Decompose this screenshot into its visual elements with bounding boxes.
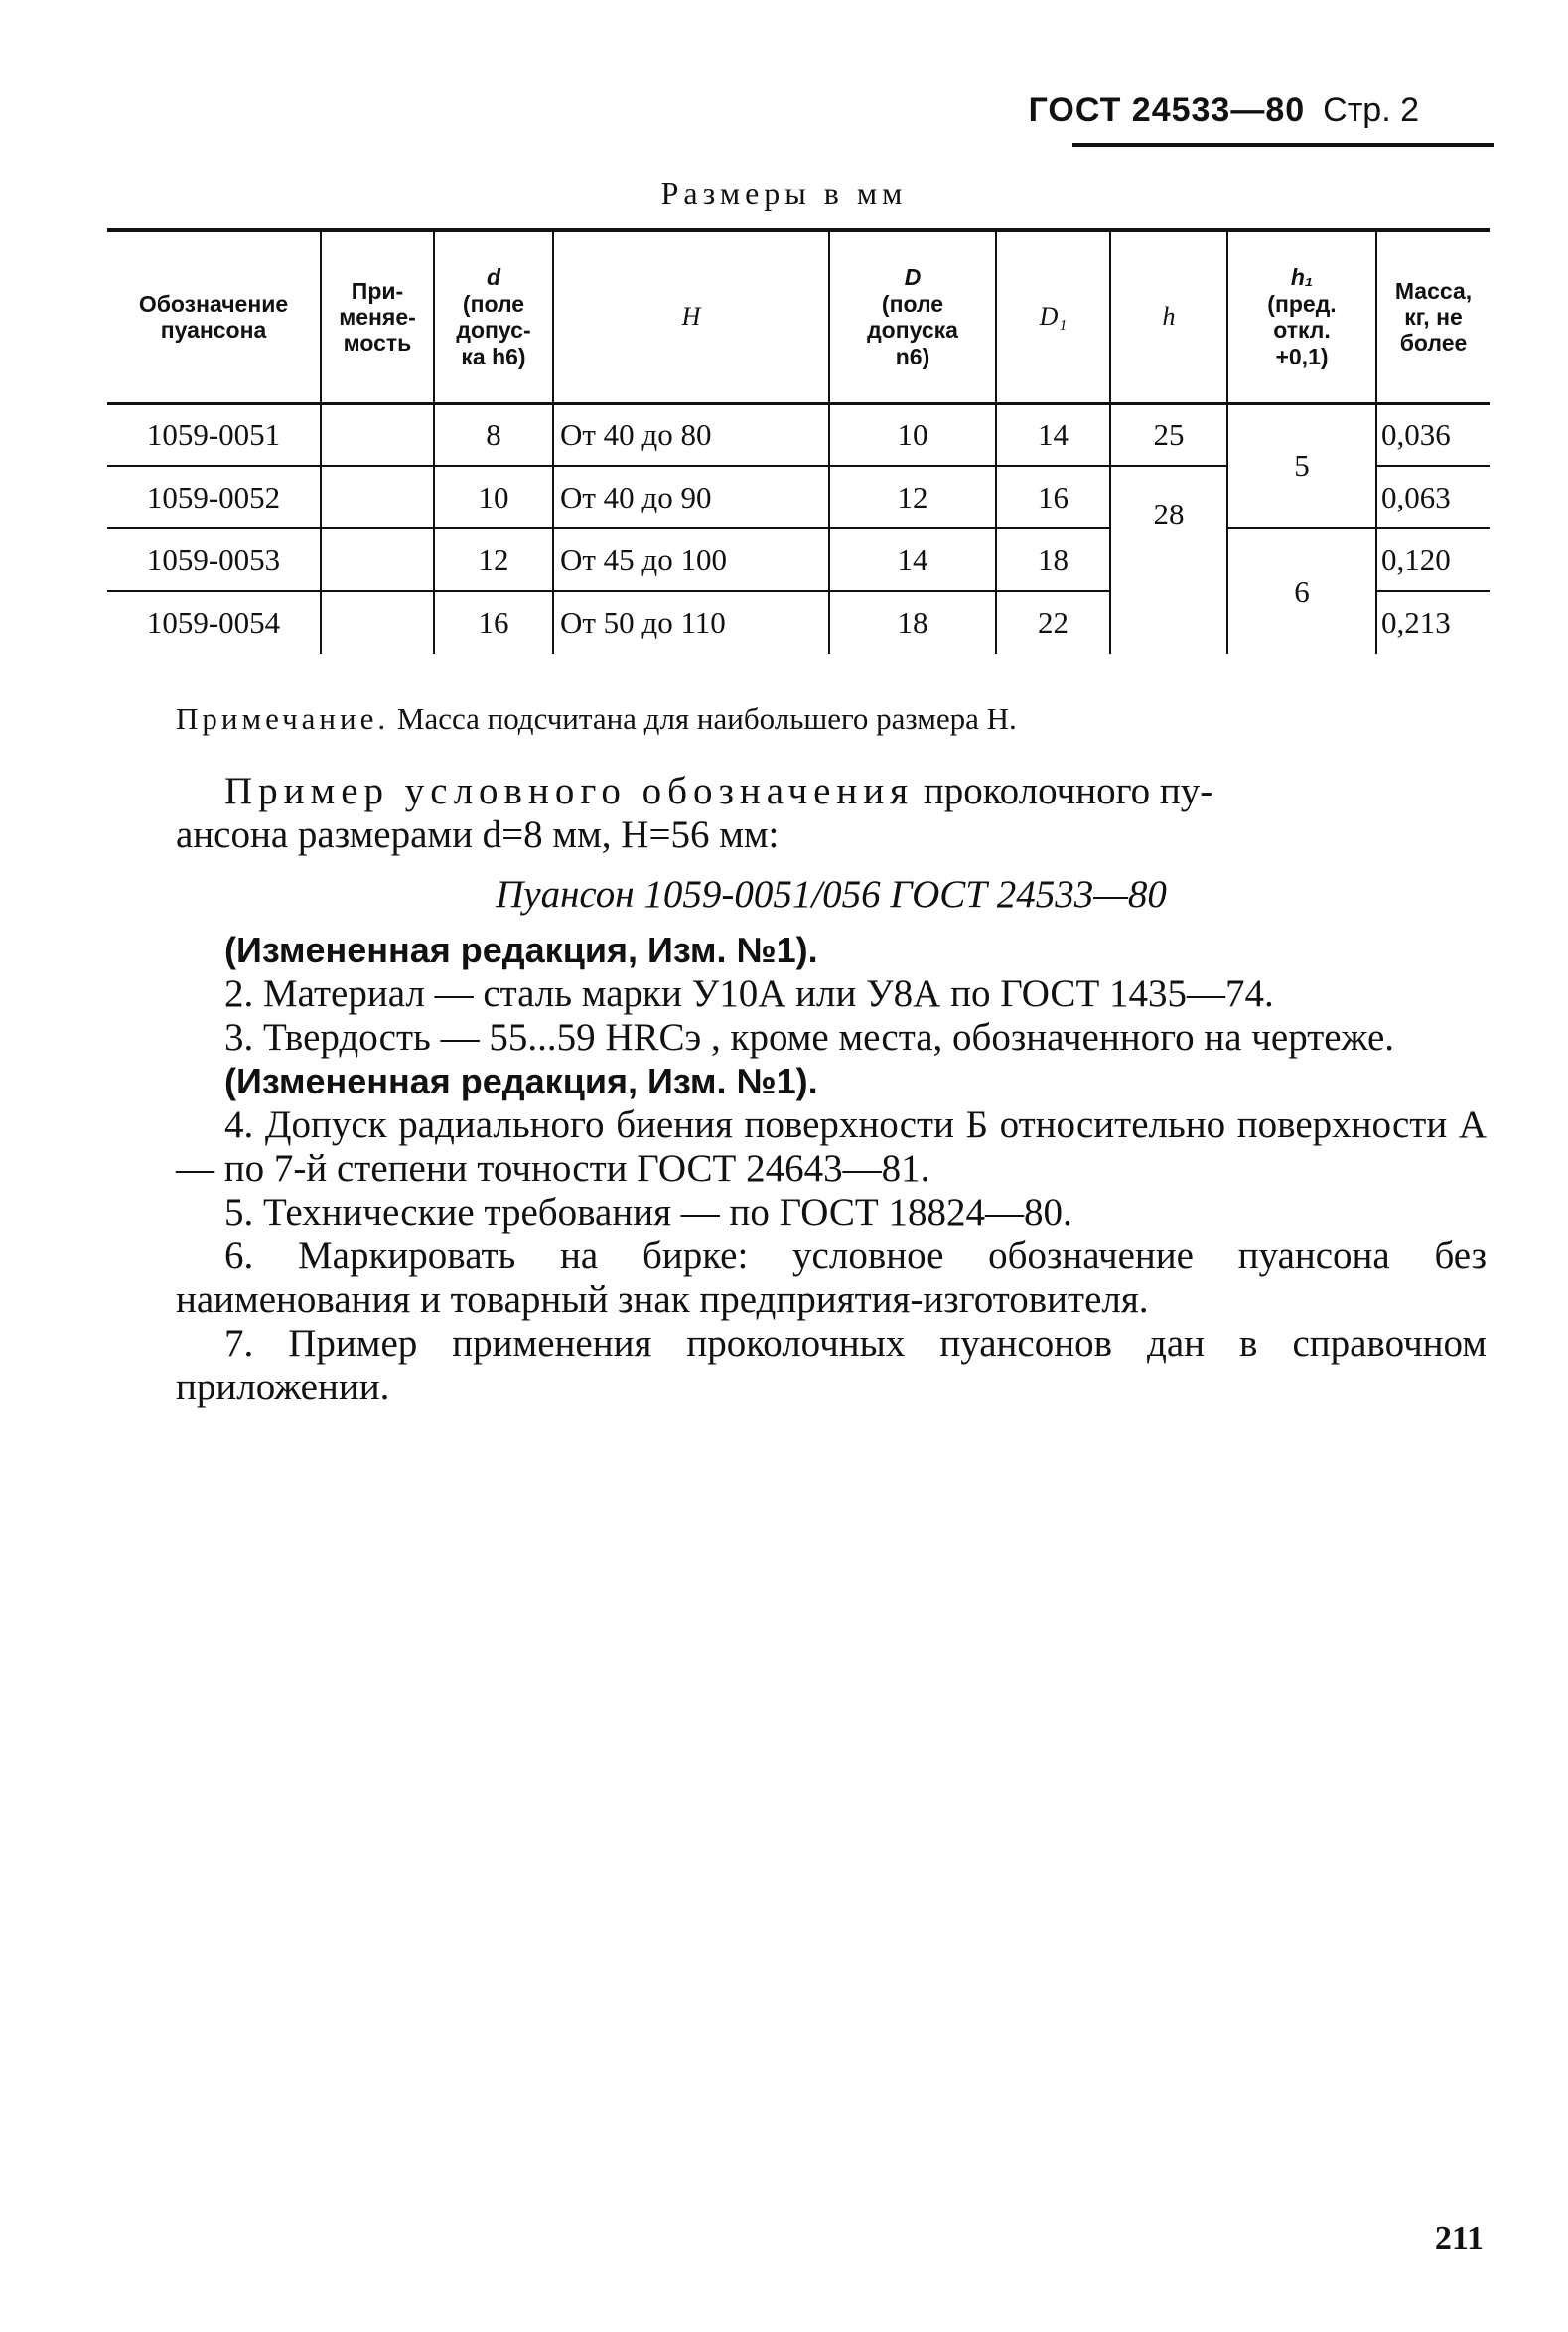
cell-applicability [321, 466, 434, 528]
item-6: 6. Маркировать на бирке: условное обозначение пуансона без наименования и товарный знак предприятия-изготовителя. [176, 1235, 1487, 1321]
col-designation: Обозначение пуансона [107, 230, 321, 403]
revision-note-2: (Измененная редакция, Изм. №1). [224, 1061, 818, 1101]
col-h1: h₁ (пред. откл. +0,1) [1227, 230, 1376, 403]
item-4: 4. Допуск радиального биения поверхности Б относительно поверхности А — по 7-й степени точности ГОСТ 24643—81. [176, 1103, 1487, 1190]
cell-d: 10 [434, 466, 553, 528]
col-D: D (поле допуска n6) [829, 230, 996, 403]
cell-designation: 1059-0052 [107, 466, 321, 528]
cell-H: От 40 до 90 [553, 466, 829, 528]
cell-designation: 1059-0053 [107, 528, 321, 591]
cell-H: От 50 до 110 [553, 591, 829, 654]
cell-mass: 0,063 [1376, 466, 1490, 528]
col-h: h [1110, 230, 1227, 403]
cell-applicability [321, 528, 434, 591]
cell-D1: 16 [996, 466, 1110, 528]
cell-D1: 14 [996, 403, 1110, 466]
note-text: Масса подсчитана для наибольшего размера H. [396, 701, 1017, 736]
cell-d: 8 [434, 403, 553, 466]
cell-D: 12 [829, 466, 996, 528]
cell-h: 28 [1110, 466, 1227, 654]
col-applicability: При- меняе- мость [321, 230, 434, 403]
cell-D: 14 [829, 528, 996, 591]
cell-designation: 1059-0051 [107, 403, 321, 466]
cell-H: От 40 до 80 [553, 403, 829, 466]
revision-note-1: (Измененная редакция, Изм. №1). [224, 930, 818, 970]
col-mass: Масса, кг, не более [1376, 230, 1490, 403]
cell-h1: 5 [1227, 403, 1376, 528]
example-rest: проколочного пу- [923, 770, 1213, 812]
page-number: 211 [1434, 2220, 1484, 2257]
body-text [176, 770, 1487, 1409]
item-5: 5. Технические требования — по ГОСТ 18824—80. [224, 1191, 1072, 1234]
dimensions-table [107, 228, 1490, 654]
cell-applicability [321, 403, 434, 466]
cell-designation: 1059-0054 [146, 605, 281, 640]
cell-applicability [321, 591, 434, 654]
cell-mass: 0,036 [1376, 403, 1490, 466]
cell-h: 25 [1110, 403, 1227, 466]
item-3: 3. Твердость — 55...59 HRCэ , кроме места, обозначенного на чертеже. [224, 1016, 1395, 1059]
example-lead: Пример условного обозначения [224, 770, 915, 812]
example-line2: ансона размерами d=8 мм, H=56 мм: [176, 813, 780, 856]
table-row [107, 403, 1490, 466]
cell-D: 18 [829, 591, 996, 654]
example-paragraph [176, 770, 1487, 857]
cell-D: 10 [829, 403, 996, 466]
cell-mass: 0,120 [1376, 528, 1490, 591]
header-rule [1072, 143, 1494, 147]
table-row [107, 528, 1490, 591]
table-note [176, 701, 1017, 737]
standard-number: ГОСТ 24533—80 [1028, 91, 1306, 129]
cell-d: 16 [434, 591, 553, 654]
page-label: Стр. 2 [1323, 91, 1419, 129]
cell-H: От 45 до 100 [553, 528, 829, 591]
col-d: d (поле допус- ка h6) [434, 230, 553, 403]
note-label: Примечание. [176, 701, 390, 736]
item-2: 2. Материал — сталь марки У10А или У8А по ГОСТ 1435—74. [224, 972, 1274, 1015]
units-caption: Размеры в мм [660, 175, 908, 211]
example-designation: Пуансон 1059-0051/056 ГОСТ 24533—80 [496, 873, 1167, 916]
cell-D1: 18 [996, 528, 1110, 591]
table-header-row [107, 230, 1490, 403]
col-H: H [553, 230, 829, 403]
page-header [1029, 91, 1419, 130]
cell-D1: 22 [996, 591, 1110, 654]
col-D1: D₁ [996, 230, 1110, 403]
item-7: 7. Пример применения проколочных пуансонов дан в справочном приложении. [176, 1322, 1487, 1408]
cell-h1: 6 [1227, 528, 1376, 654]
cell-mass: 0,213 [1376, 591, 1490, 654]
cell-d: 12 [434, 528, 553, 591]
